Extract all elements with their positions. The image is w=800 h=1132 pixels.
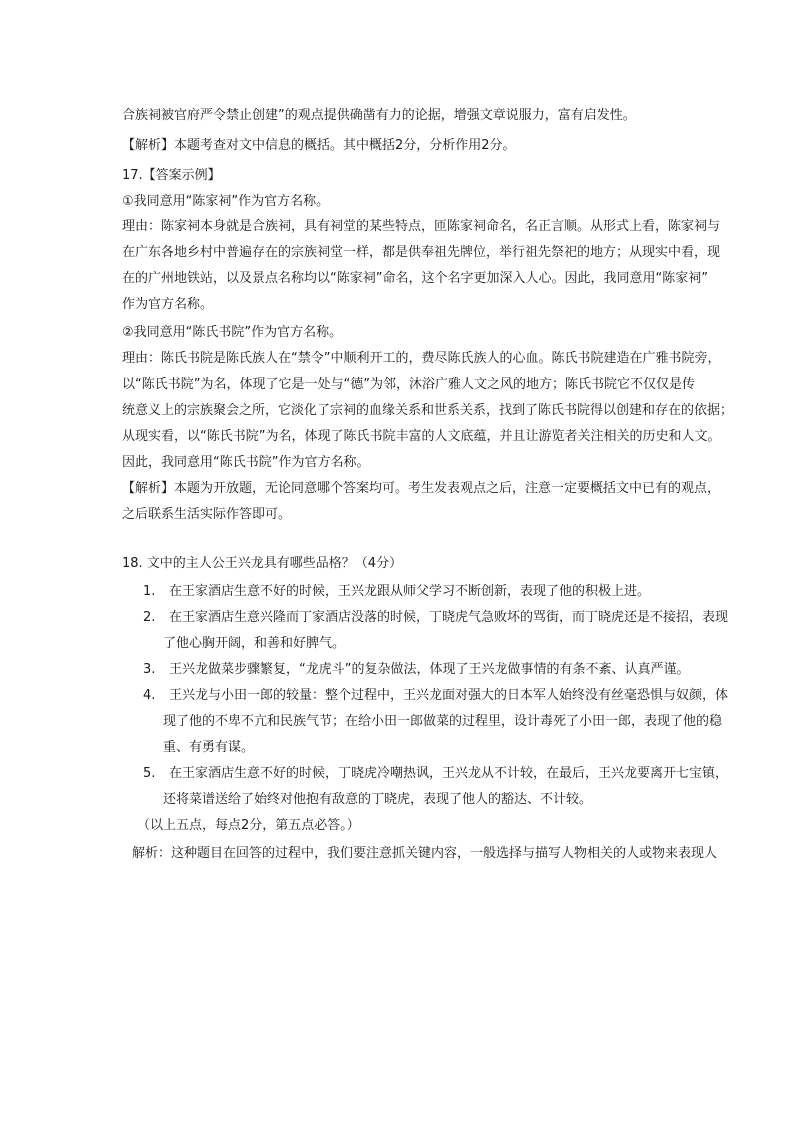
q18-item-number: 5. [143, 766, 156, 781]
q17-reason-2-line: 因此，我同意用“陈氏书院”作为官方名称。 [122, 455, 370, 470]
analysis-16: 【解析】本题考查对文中信息的概括。其中概括2分，分析作用2分。 [122, 138, 516, 153]
q17-reason-2-line: 以“陈氏书院”为名，体现了它是一处与“德”为邻，沐浴广雅人文之风的地方；陈氏书院它不仅仅是传 [122, 377, 695, 392]
q17-reason-2-line: 理由：陈氏书院是陈氏族人在“禁令”中顺利开工的，费尽陈氏族人的心血。陈氏书院建造在广雅书院旁， [122, 351, 721, 366]
q18-item-text: 在王家酒店生意兴隆而丁家酒店没落的时候，丁晓虎气急败坏的骂街，而丁晓虎还是不接招，表现 [169, 610, 729, 625]
q17-option-2: ②我同意用“陈氏书院”作为官方名称。 [122, 325, 343, 340]
q18-item-number: 3. [143, 662, 156, 677]
q18-item-text: 在王家酒店生意不好的时候，王兴龙跟从师父学习不断创新，表现了他的积极上进。 [169, 584, 651, 599]
q18-item-1 [143, 582, 650, 602]
q18-item-text: 王兴龙与小田一郎的较量：整个过程中，王兴龙面对强大的日本军人始终没有丝毫恐惧与奴颜，体 [169, 688, 729, 703]
q17-reason-1-line: 理由：陈家祠本身就是合族祠，具有祠堂的某些特点，匝陈家祠命名，名正言顺。从形式上看，陈家祠与 [122, 219, 721, 234]
q18-item-number: 1. [143, 584, 156, 599]
q18-item-text-cont: 还将菜谱送给了始终对他抱有敌意的丁晓虎，表现了他人的豁达、不计较。 [163, 792, 593, 807]
q18-item-text: 在王家酒店生意不好的时候，丁晓虎冷嘲热讽，王兴龙从不计较，在最后，王兴龙要离开七宝镇， [169, 766, 729, 781]
q18-scoring-note: （以上五点，每点2分，第五点必答。） [137, 818, 360, 833]
q17-reason-1-line: 在广东各地乡村中普遍存在的宗族祠堂一样，都是供奉祖先牌位，举行祖先祭祀的地方；从现实中看，现 [122, 245, 721, 260]
q18-item-number: 2. [143, 610, 156, 625]
q18-item-text: 王兴龙做菜步骤繁复，“龙虎斗”的复杂做法，体现了王兴龙做事情的有条不紊、认真严谨。 [169, 662, 690, 677]
question-18-title: 18. 文中的主人公王兴龙具有哪些品格？（4分） [122, 556, 403, 571]
paragraph-top: 合族祠被官府严令禁止创建”的观点提供确凿有力的论据，增强文章说服力，富有启发性。 [122, 108, 636, 123]
q17-option-1: ①我同意用“陈家祠”作为官方名称。 [122, 194, 330, 209]
q18-analysis: 解析：这种题目在回答的过程中，我们要注意抓关键内容，一般选择与描写人物相关的人或物来表现人 [132, 846, 718, 861]
question-17-heading: 17.【答案示例】 [122, 168, 221, 183]
q18-item-3 [143, 660, 689, 680]
analysis-17-line: 之后联系生活实际作答即可。 [122, 507, 292, 522]
q17-reason-2-line: 统意义上的宗族聚会之所，它淡化了宗祠的血缘关系和世系关系，找到了陈氏书院得以创建和存在的依据； [122, 403, 734, 418]
q17-reason-2-line: 从现实看，以“陈氏书院”为名，体现了陈氏书院丰富的人文底蕴，并且让游览者关注相关的历史和人文。 [122, 429, 721, 444]
q17-reason-1-line: 作为官方名称。 [122, 297, 214, 312]
q18-item-number: 4. [143, 688, 156, 703]
q18-item-4 [143, 686, 728, 706]
q18-item-text-cont: 重、有勇有谋。 [163, 740, 255, 755]
q18-item-text-cont: 了他心胸开阔，和善和好脾气。 [163, 636, 346, 651]
q18-item-5 [143, 764, 728, 784]
q18-item-2 [143, 608, 728, 628]
q17-reason-1-line: 在的广州地铁站，以及景点名称均以“陈家祠”命名，这个名字更加深入人心。因此，我同意用“陈家祠” [122, 271, 708, 286]
analysis-17-line: 【解析】本题为开放题，无论同意哪个答案均可。考生发表观点之后，注意一定要概括文中已有的观点， [122, 481, 721, 496]
q18-item-text-cont: 现了他的不卑不亢和民族气节；在给小田一郎做菜的过程里，设计毒死了小田一郎，表现了他的稳 [163, 714, 723, 729]
